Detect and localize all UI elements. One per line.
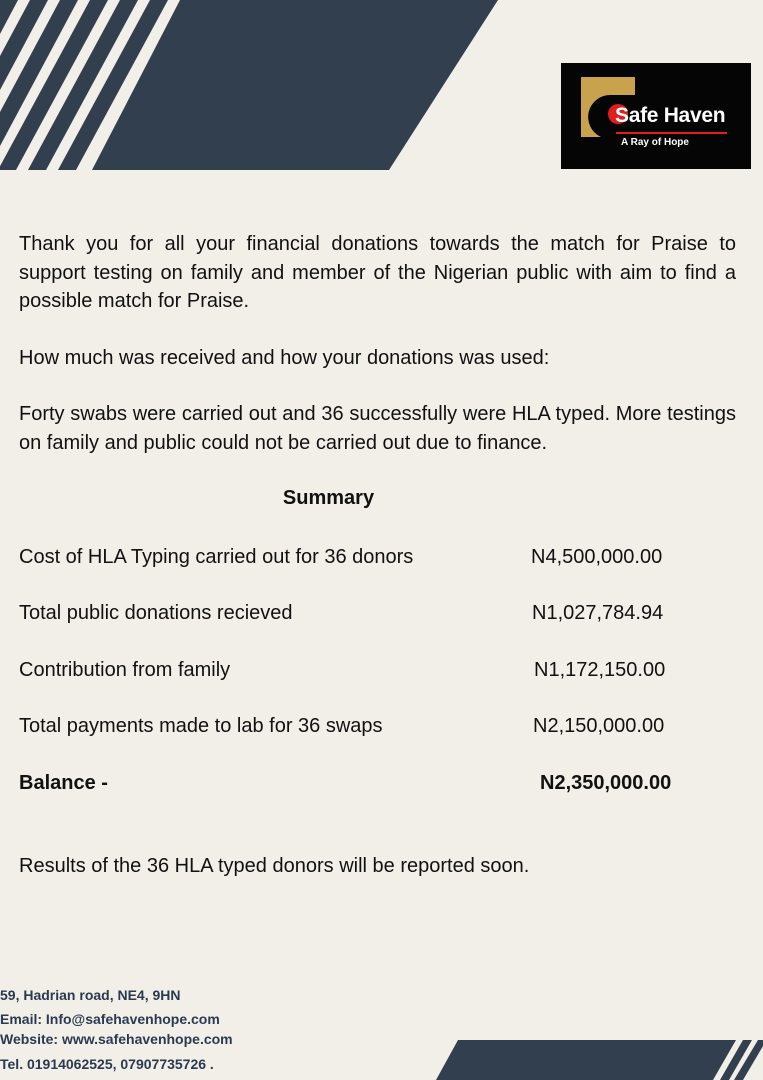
summary-row-hla-cost-amount: N4,500,000.00 <box>531 546 663 568</box>
summary-row-public-donations-amount: N1,027,784.94 <box>532 602 664 624</box>
footer-phone: Tel. 01914062525, 07907735726 . <box>0 1056 214 1072</box>
intro-paragraph: Thank you for all your financial donations towards the match for Praise to support testing on family and member of the Nigerian public with aim to find a possible match for Praise. <box>19 233 736 312</box>
summary-row-lab-payments-amount: N2,150,000.00 <box>533 715 665 737</box>
logo-tagline: A Ray of Hope <box>621 137 689 148</box>
summary-row-public-donations-label: Total public donations recieved <box>19 602 293 624</box>
logo-name: Safe Haven <box>615 104 726 127</box>
question-paragraph: How much was received and how your donations was used: <box>19 347 550 369</box>
summary-title: Summary <box>282 487 375 509</box>
summary-row-lab-payments-label: Total payments made to lab for 36 swaps <box>19 715 383 737</box>
logo-underline <box>616 132 727 134</box>
summary-row-family-contribution-label: Contribution from family <box>19 659 231 681</box>
footer-address: 59, Hadrian road, NE4, 9HN <box>0 987 181 1003</box>
header-stripe-decoration <box>0 0 500 172</box>
summary-row-family-contribution-amount: N1,172,150.00 <box>534 659 666 681</box>
safe-haven-logo <box>561 63 751 169</box>
footer-stripe-decoration <box>436 1040 763 1080</box>
balance-amount: N2,350,000.00 <box>540 772 672 794</box>
balance-label: Balance - <box>19 772 108 794</box>
footer-website: Website: www.safehavenhope.com <box>0 1031 233 1047</box>
swabs-paragraph: Forty swabs were carried out and 36 successfully were HLA typed. More testings on family and public could not be carried out due to finance. <box>19 403 736 454</box>
summary-row-hla-cost-label: Cost of HLA Typing carried out for 36 donors <box>19 546 414 568</box>
footer-email: Email: Info@safehavenhope.com <box>0 1011 220 1027</box>
closing-paragraph: Results of the 36 HLA typed donors will be reported soon. <box>19 855 530 877</box>
